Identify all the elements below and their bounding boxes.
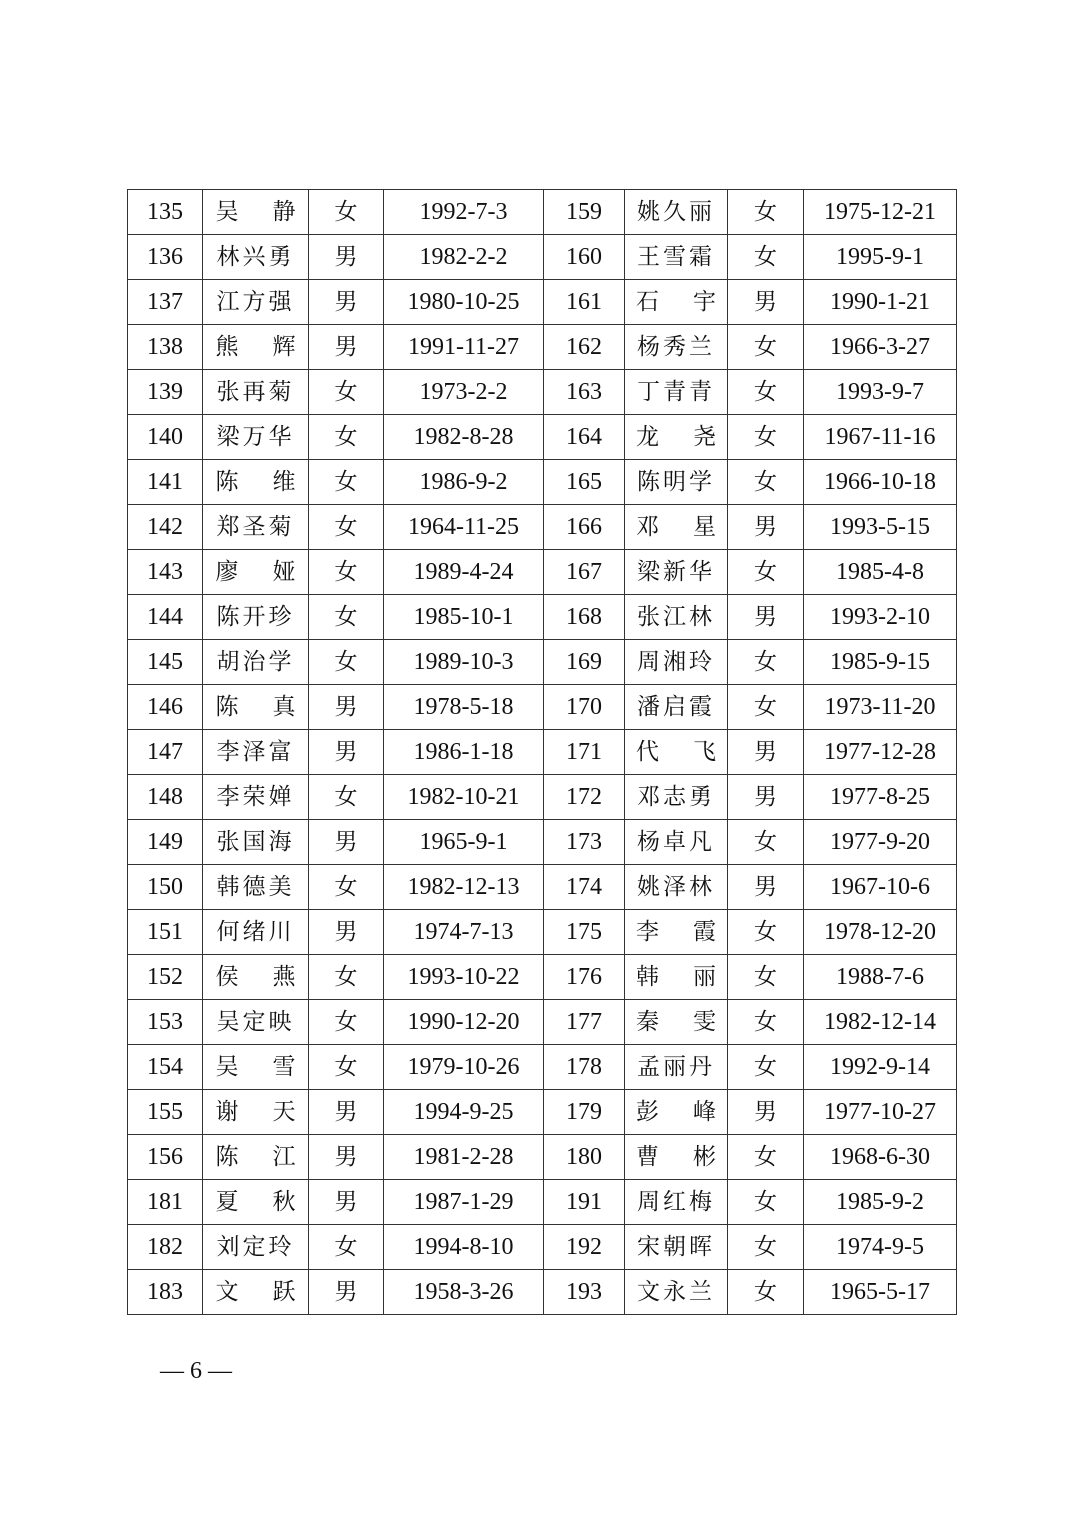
birth-date: 1986-9-2 bbox=[384, 460, 544, 505]
gender: 女 bbox=[728, 1270, 804, 1315]
person-name: 姚泽林 bbox=[625, 865, 728, 910]
table-row bbox=[128, 730, 957, 775]
gender: 女 bbox=[309, 595, 384, 640]
person-name: 潘启霞 bbox=[625, 685, 728, 730]
row-number: 167 bbox=[544, 550, 625, 595]
table-row bbox=[128, 280, 957, 325]
gender: 男 bbox=[728, 505, 804, 550]
person-name: 江方强 bbox=[203, 280, 309, 325]
person-name bbox=[203, 1270, 309, 1315]
gender: 男 bbox=[728, 865, 804, 910]
row-number: 136 bbox=[128, 235, 203, 280]
row-number: 162 bbox=[544, 325, 625, 370]
gender: 男 bbox=[309, 1180, 384, 1225]
gender: 女 bbox=[728, 1135, 804, 1180]
gender: 女 bbox=[309, 370, 384, 415]
birth-date: 1974-7-13 bbox=[384, 910, 544, 955]
person-name bbox=[203, 685, 309, 730]
row-number: 138 bbox=[128, 325, 203, 370]
name-char-second: 彬 bbox=[693, 1143, 716, 1170]
gender: 女 bbox=[728, 685, 804, 730]
row-number: 168 bbox=[544, 595, 625, 640]
birth-date: 1982-10-21 bbox=[384, 775, 544, 820]
page-number: — 6 — bbox=[160, 1358, 232, 1384]
name-char-first: 邓 bbox=[636, 513, 659, 540]
person-name: 李荣婵 bbox=[203, 775, 309, 820]
person-name: 宋朝晖 bbox=[625, 1225, 728, 1270]
person-name bbox=[203, 460, 309, 505]
birth-date: 1992-9-14 bbox=[804, 1045, 957, 1090]
row-number: 173 bbox=[544, 820, 625, 865]
person-name bbox=[625, 505, 728, 550]
row-number: 191 bbox=[544, 1180, 625, 1225]
gender: 女 bbox=[728, 370, 804, 415]
gender: 男 bbox=[309, 820, 384, 865]
birth-date: 1958-3-26 bbox=[384, 1270, 544, 1315]
row-number: 172 bbox=[544, 775, 625, 820]
table-row bbox=[128, 820, 957, 865]
name-char-second: 飞 bbox=[693, 738, 716, 765]
birth-date: 1982-2-2 bbox=[384, 235, 544, 280]
row-number: 149 bbox=[128, 820, 203, 865]
table-row bbox=[128, 415, 957, 460]
person-name: 吴定映 bbox=[203, 1000, 309, 1045]
birth-date: 1975-12-21 bbox=[804, 190, 957, 235]
table-row bbox=[128, 1225, 957, 1270]
person-name bbox=[203, 1090, 309, 1135]
person-name bbox=[625, 1000, 728, 1045]
name-char-first: 韩 bbox=[636, 963, 659, 990]
gender: 女 bbox=[309, 190, 384, 235]
birth-date: 1994-9-25 bbox=[384, 1090, 544, 1135]
gender: 女 bbox=[728, 910, 804, 955]
gender: 男 bbox=[728, 595, 804, 640]
row-number: 139 bbox=[128, 370, 203, 415]
birth-date: 1991-11-27 bbox=[384, 325, 544, 370]
birth-date: 1995-9-1 bbox=[804, 235, 957, 280]
name-char-first: 曹 bbox=[636, 1143, 659, 1170]
gender: 女 bbox=[728, 1000, 804, 1045]
birth-date: 1979-10-26 bbox=[384, 1045, 544, 1090]
name-char-second: 星 bbox=[693, 513, 716, 540]
gender: 男 bbox=[309, 235, 384, 280]
name-char-first: 彭 bbox=[636, 1098, 659, 1125]
birth-date: 1965-9-1 bbox=[384, 820, 544, 865]
person-name bbox=[625, 910, 728, 955]
name-char-second: 江 bbox=[272, 1143, 296, 1170]
row-number: 143 bbox=[128, 550, 203, 595]
birth-date: 1965-5-17 bbox=[804, 1270, 957, 1315]
table-row bbox=[128, 550, 957, 595]
birth-date: 1992-7-3 bbox=[384, 190, 544, 235]
birth-date: 1989-10-3 bbox=[384, 640, 544, 685]
person-name: 姚久丽 bbox=[625, 190, 728, 235]
name-char-first: 陈 bbox=[215, 1143, 239, 1170]
gender: 女 bbox=[309, 1000, 384, 1045]
person-name: 杨秀兰 bbox=[625, 325, 728, 370]
birth-date: 1968-6-30 bbox=[804, 1135, 957, 1180]
gender: 女 bbox=[309, 415, 384, 460]
name-char-first: 熊 bbox=[215, 333, 239, 360]
row-number: 161 bbox=[544, 280, 625, 325]
birth-date: 1985-9-2 bbox=[804, 1180, 957, 1225]
gender: 男 bbox=[309, 910, 384, 955]
name-char-first: 侯 bbox=[215, 963, 239, 990]
birth-date: 1981-2-28 bbox=[384, 1135, 544, 1180]
row-number: 166 bbox=[544, 505, 625, 550]
person-name bbox=[203, 955, 309, 1000]
name-char-first: 谢 bbox=[215, 1098, 239, 1125]
row-number: 141 bbox=[128, 460, 203, 505]
birth-date: 1990-1-21 bbox=[804, 280, 957, 325]
name-char-second: 真 bbox=[272, 693, 296, 720]
row-number: 180 bbox=[544, 1135, 625, 1180]
birth-date: 1974-9-5 bbox=[804, 1225, 957, 1270]
gender: 女 bbox=[309, 775, 384, 820]
gender: 女 bbox=[309, 460, 384, 505]
birth-date: 1973-2-2 bbox=[384, 370, 544, 415]
birth-date: 1993-9-7 bbox=[804, 370, 957, 415]
person-name: 胡治学 bbox=[203, 640, 309, 685]
row-number: 183 bbox=[128, 1270, 203, 1315]
name-char-first: 吴 bbox=[215, 1053, 239, 1080]
row-number: 159 bbox=[544, 190, 625, 235]
row-number: 163 bbox=[544, 370, 625, 415]
table-row bbox=[128, 1045, 957, 1090]
gender: 女 bbox=[728, 1045, 804, 1090]
birth-date: 1977-8-25 bbox=[804, 775, 957, 820]
name-char-first: 陈 bbox=[215, 468, 239, 495]
person-name: 梁新华 bbox=[625, 550, 728, 595]
name-char-second: 维 bbox=[272, 468, 296, 495]
birth-date: 1982-12-13 bbox=[384, 865, 544, 910]
name-char-second: 宇 bbox=[693, 288, 716, 315]
birth-date: 1977-9-20 bbox=[804, 820, 957, 865]
person-name bbox=[625, 730, 728, 775]
row-number: 177 bbox=[544, 1000, 625, 1045]
table-row bbox=[128, 190, 957, 235]
birth-date: 1982-12-14 bbox=[804, 1000, 957, 1045]
name-char-second: 峰 bbox=[693, 1098, 716, 1125]
name-char-first: 石 bbox=[636, 288, 659, 315]
table-row bbox=[128, 595, 957, 640]
person-name bbox=[203, 1045, 309, 1090]
table-row bbox=[128, 1135, 957, 1180]
name-char-second: 天 bbox=[272, 1098, 296, 1125]
birth-date: 1985-4-8 bbox=[804, 550, 957, 595]
gender: 女 bbox=[728, 820, 804, 865]
table-row bbox=[128, 370, 957, 415]
person-name: 韩德美 bbox=[203, 865, 309, 910]
gender: 女 bbox=[728, 460, 804, 505]
roster-table bbox=[127, 189, 957, 1315]
birth-date: 1978-12-20 bbox=[804, 910, 957, 955]
birth-date: 1966-3-27 bbox=[804, 325, 957, 370]
gender: 男 bbox=[728, 730, 804, 775]
table-row bbox=[128, 685, 957, 730]
person-name: 刘定玲 bbox=[203, 1225, 309, 1270]
row-number: 192 bbox=[544, 1225, 625, 1270]
birth-date: 1987-1-29 bbox=[384, 1180, 544, 1225]
person-name: 郑圣菊 bbox=[203, 505, 309, 550]
person-name: 丁青青 bbox=[625, 370, 728, 415]
person-name bbox=[203, 325, 309, 370]
gender: 女 bbox=[728, 325, 804, 370]
table-row bbox=[128, 1090, 957, 1135]
row-number: 135 bbox=[128, 190, 203, 235]
birth-date: 1985-9-15 bbox=[804, 640, 957, 685]
birth-date: 1977-12-28 bbox=[804, 730, 957, 775]
person-name bbox=[625, 415, 728, 460]
gender: 女 bbox=[309, 1045, 384, 1090]
row-number: 146 bbox=[128, 685, 203, 730]
birth-date: 1977-10-27 bbox=[804, 1090, 957, 1135]
table-row bbox=[128, 910, 957, 955]
table-row bbox=[128, 775, 957, 820]
person-name: 张国海 bbox=[203, 820, 309, 865]
person-name bbox=[625, 1090, 728, 1135]
gender: 女 bbox=[728, 1225, 804, 1270]
gender: 女 bbox=[728, 640, 804, 685]
row-number: 182 bbox=[128, 1225, 203, 1270]
row-number: 151 bbox=[128, 910, 203, 955]
person-name bbox=[203, 1180, 309, 1225]
name-char-first: 廖 bbox=[215, 558, 239, 585]
row-number: 179 bbox=[544, 1090, 625, 1135]
row-number: 181 bbox=[128, 1180, 203, 1225]
person-name bbox=[625, 280, 728, 325]
row-number: 140 bbox=[128, 415, 203, 460]
gender: 女 bbox=[309, 640, 384, 685]
gender: 女 bbox=[728, 1180, 804, 1225]
gender: 男 bbox=[309, 730, 384, 775]
row-number: 175 bbox=[544, 910, 625, 955]
birth-date: 1993-10-22 bbox=[384, 955, 544, 1000]
gender: 男 bbox=[728, 775, 804, 820]
person-name: 周红梅 bbox=[625, 1180, 728, 1225]
gender: 女 bbox=[309, 955, 384, 1000]
name-char-first: 夏 bbox=[215, 1188, 239, 1215]
gender: 女 bbox=[728, 955, 804, 1000]
row-number: 164 bbox=[544, 415, 625, 460]
name-char-first: 龙 bbox=[636, 423, 659, 450]
name-char-second: 霞 bbox=[693, 918, 716, 945]
name-char-second: 娅 bbox=[272, 558, 296, 585]
birth-date: 1964-11-25 bbox=[384, 505, 544, 550]
person-name: 陈开珍 bbox=[203, 595, 309, 640]
gender: 男 bbox=[728, 280, 804, 325]
row-number: 148 bbox=[128, 775, 203, 820]
name-char-second: 跃 bbox=[272, 1278, 296, 1305]
table-row bbox=[128, 1000, 957, 1045]
name-char-second: 燕 bbox=[272, 963, 296, 990]
birth-date: 1994-8-10 bbox=[384, 1225, 544, 1270]
name-char-first: 秦 bbox=[636, 1008, 659, 1035]
table-row bbox=[128, 1180, 957, 1225]
gender: 男 bbox=[309, 1270, 384, 1315]
table-row bbox=[128, 235, 957, 280]
person-name: 杨卓凡 bbox=[625, 820, 728, 865]
name-char-second: 辉 bbox=[272, 333, 296, 360]
row-number: 193 bbox=[544, 1270, 625, 1315]
table-row bbox=[128, 865, 957, 910]
birth-date: 1978-5-18 bbox=[384, 685, 544, 730]
row-number: 153 bbox=[128, 1000, 203, 1045]
person-name bbox=[203, 190, 309, 235]
birth-date: 1982-8-28 bbox=[384, 415, 544, 460]
gender: 女 bbox=[728, 550, 804, 595]
row-number: 145 bbox=[128, 640, 203, 685]
person-name: 梁万华 bbox=[203, 415, 309, 460]
birth-date: 1967-11-16 bbox=[804, 415, 957, 460]
gender: 女 bbox=[309, 1225, 384, 1270]
row-number: 170 bbox=[544, 685, 625, 730]
row-number: 171 bbox=[544, 730, 625, 775]
row-number: 178 bbox=[544, 1045, 625, 1090]
gender: 女 bbox=[309, 550, 384, 595]
row-number: 137 bbox=[128, 280, 203, 325]
row-number: 155 bbox=[128, 1090, 203, 1135]
table-row bbox=[128, 1270, 957, 1315]
table-row bbox=[128, 460, 957, 505]
name-char-first: 文 bbox=[215, 1278, 239, 1305]
name-char-second: 雯 bbox=[693, 1008, 716, 1035]
person-name: 王雪霜 bbox=[625, 235, 728, 280]
row-number: 165 bbox=[544, 460, 625, 505]
person-name: 何绪川 bbox=[203, 910, 309, 955]
gender: 男 bbox=[309, 1090, 384, 1135]
person-name: 周湘玲 bbox=[625, 640, 728, 685]
person-name bbox=[625, 955, 728, 1000]
row-number: 154 bbox=[128, 1045, 203, 1090]
name-char-second: 雪 bbox=[272, 1053, 296, 1080]
name-char-second: 丽 bbox=[693, 963, 716, 990]
row-number: 152 bbox=[128, 955, 203, 1000]
gender: 女 bbox=[728, 190, 804, 235]
table-row bbox=[128, 325, 957, 370]
gender: 女 bbox=[728, 235, 804, 280]
person-name bbox=[625, 1135, 728, 1180]
person-name: 林兴勇 bbox=[203, 235, 309, 280]
name-char-first: 陈 bbox=[215, 693, 239, 720]
birth-date: 1993-5-15 bbox=[804, 505, 957, 550]
row-number: 174 bbox=[544, 865, 625, 910]
table-row bbox=[128, 505, 957, 550]
gender: 男 bbox=[309, 280, 384, 325]
row-number: 142 bbox=[128, 505, 203, 550]
birth-date: 1988-7-6 bbox=[804, 955, 957, 1000]
row-number: 176 bbox=[544, 955, 625, 1000]
table-row bbox=[128, 640, 957, 685]
row-number: 144 bbox=[128, 595, 203, 640]
row-number: 169 bbox=[544, 640, 625, 685]
table-row bbox=[128, 955, 957, 1000]
name-char-first: 吴 bbox=[215, 198, 239, 225]
birth-date: 1986-1-18 bbox=[384, 730, 544, 775]
person-name: 文永兰 bbox=[625, 1270, 728, 1315]
gender: 男 bbox=[309, 1135, 384, 1180]
birth-date: 1966-10-18 bbox=[804, 460, 957, 505]
row-number: 160 bbox=[544, 235, 625, 280]
person-name: 张江林 bbox=[625, 595, 728, 640]
birth-date: 1990-12-20 bbox=[384, 1000, 544, 1045]
birth-date: 1967-10-6 bbox=[804, 865, 957, 910]
person-name: 陈明学 bbox=[625, 460, 728, 505]
row-number: 147 bbox=[128, 730, 203, 775]
person-name: 李泽富 bbox=[203, 730, 309, 775]
name-char-second: 秋 bbox=[272, 1188, 296, 1215]
birth-date: 1973-11-20 bbox=[804, 685, 957, 730]
gender: 女 bbox=[309, 505, 384, 550]
name-char-first: 李 bbox=[636, 918, 659, 945]
birth-date: 1980-10-25 bbox=[384, 280, 544, 325]
gender: 男 bbox=[309, 325, 384, 370]
person-name bbox=[203, 550, 309, 595]
person-name: 孟丽丹 bbox=[625, 1045, 728, 1090]
row-number: 156 bbox=[128, 1135, 203, 1180]
person-name: 邓志勇 bbox=[625, 775, 728, 820]
birth-date: 1993-2-10 bbox=[804, 595, 957, 640]
gender: 男 bbox=[728, 1090, 804, 1135]
birth-date: 1989-4-24 bbox=[384, 550, 544, 595]
name-char-second: 尧 bbox=[693, 423, 716, 450]
gender: 女 bbox=[309, 865, 384, 910]
gender: 女 bbox=[728, 415, 804, 460]
person-name: 张再菊 bbox=[203, 370, 309, 415]
gender: 男 bbox=[309, 685, 384, 730]
person-name bbox=[203, 1135, 309, 1180]
birth-date: 1985-10-1 bbox=[384, 595, 544, 640]
name-char-second: 静 bbox=[272, 198, 296, 225]
roster-body bbox=[128, 190, 957, 1315]
name-char-first: 代 bbox=[636, 738, 659, 765]
row-number: 150 bbox=[128, 865, 203, 910]
